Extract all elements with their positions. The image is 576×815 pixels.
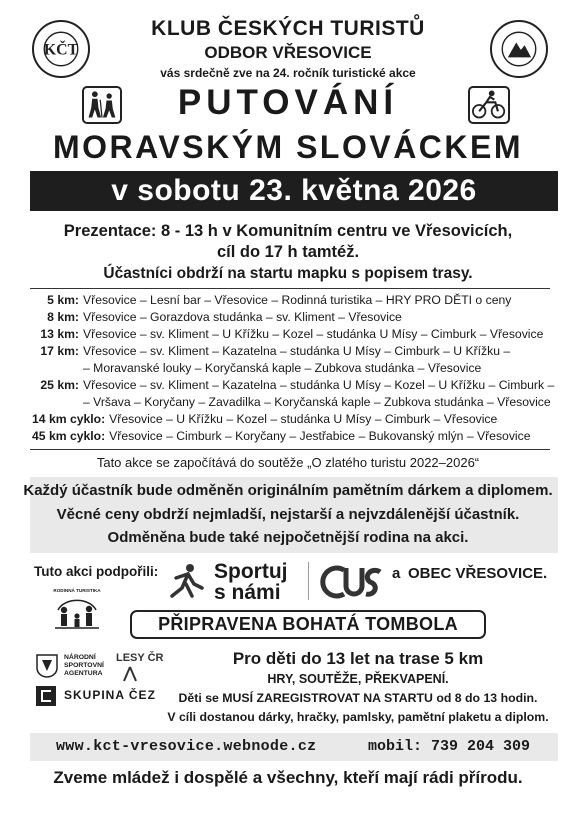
divider — [308, 562, 309, 600]
event-title-2: MORAVSKÝM SLOVÁCKEM — [52, 129, 524, 165]
cez-logo-icon — [36, 686, 56, 706]
route-description: Vřesovice – Lesní bar – Vřesovice – Rodinná turistika – HRY PRO DĚTI o ceny — [83, 293, 512, 307]
sportuj-logo-1: Sportuj — [214, 560, 288, 583]
route-description-cont: – Moravanské louky – Koryčanská kaple – Zubkova studánka – Vřesovice — [83, 361, 482, 375]
kids-title: Pro děti do 13 let na trase 5 km — [232, 649, 484, 668]
route-distance: 13 km: — [40, 327, 79, 341]
agency-line: SPORTOVNÍ — [64, 662, 104, 669]
event-title-1: PUTOVÁNÍ — [177, 83, 399, 122]
route-description: Vřesovice – sv. Kliment – Kazatelna – studánka U Mísy – Cimburk – U Křížku – — [83, 344, 511, 358]
route-description: Vřesovice – Cimburk – Koryčany – Jestřabice – Bukovanský mlýn – Vřesovice — [109, 429, 531, 443]
obec-vresovice: OBEC VŘESOVICE. — [408, 565, 548, 582]
route-distance: 14 km cyklo: — [32, 412, 106, 426]
kids-games: HRY, SOUTĚŽE, PŘEKVAPENÍ. — [267, 672, 449, 686]
slogan: Zveme mládež i dospělé a všechny, kteří mají rádi přírodu. — [53, 768, 523, 787]
kids-register: Děti se MUSÍ ZAREGISTROVAT NA STARTU od 8 do 13 hodin. — [178, 691, 538, 705]
registration-line-1: Prezentace: 8 - 13 h v Komunitním centru ve Vřesovicích, — [63, 222, 513, 240]
sportuj-logo-2: s námi — [214, 581, 281, 604]
prizes-line-2: Věcné ceny obdrží nejmladší, nejstarší a nejvzdálenější účastník. — [56, 506, 520, 523]
registration-line-2: cíl do 17 h tamtéž. — [216, 243, 360, 261]
route-distance: 25 km: — [40, 378, 79, 392]
prizes-line-1: Každý účastník bude odměněn originálním pamětním dárkem a diplomem. — [23, 482, 553, 499]
route-distance: 17 km: — [40, 344, 79, 358]
club-name: KLUB ČESKÝCH TURISTŮ — [151, 17, 425, 40]
kids-gifts: V cíli dostanou dárky, hračky, pamlsky, pamětní plaketu a diplom. — [167, 710, 549, 724]
cus-logo-icon — [318, 562, 384, 602]
nsa-logo-icon — [36, 654, 58, 678]
divider — [30, 449, 550, 450]
and-text: a — [392, 565, 401, 582]
invite-text: vás srdečně zve na 24. ročník turistické akce — [160, 66, 416, 80]
route-5km — [32, 292, 552, 309]
route-distance: 5 km: — [47, 293, 79, 307]
lesy-tree-icon — [122, 666, 138, 682]
agency-line: NÁRODNÍ — [64, 654, 96, 661]
route-45km-cyklo — [32, 428, 552, 445]
route-description-cont: – Vršava – Koryčany – Zavadilka – Koryčanská kaple – Zubkova studánka – Vřesovice — [83, 395, 551, 409]
tombola-box: PŘIPRAVENA BOHATÁ TOMBOLA — [130, 610, 486, 639]
family-tourism-label: RODINNÁ TURISTIKA — [53, 588, 101, 593]
route-14km-cyklo — [32, 411, 552, 428]
sportuj-runner-icon — [166, 562, 206, 600]
competition-note: Tato akce se započítává do soutěže „O zlatého turistu 2022–2026“ — [96, 455, 480, 470]
family-tourism-logo — [52, 588, 102, 634]
sponsors-intro: Tuto akci podpořili: — [34, 564, 159, 579]
svg-text:KČT: KČT — [43, 41, 79, 59]
route-17km — [32, 343, 552, 377]
route-25km — [32, 377, 555, 411]
website-link[interactable]: www.kct-vresovice.webnode.cz — [56, 738, 317, 755]
divider — [30, 288, 550, 289]
route-distance: 8 km: — [47, 310, 79, 324]
agency-text — [64, 654, 104, 678]
agency-line: AGENTURA — [64, 670, 103, 677]
family-icon — [52, 588, 102, 634]
prizes-line-3: Odměněna bude také nejpočetnější rodina na akci. — [107, 529, 469, 546]
route-8km — [32, 309, 552, 326]
route-13km — [32, 326, 552, 343]
registration-line-3: Účastníci obdrží na startu mapku s popisem trasy. — [103, 265, 473, 282]
branch-name: ODBOR VŘESOVICE — [204, 43, 372, 62]
route-description: Vřesovice – sv. Kliment – Kazatelna – studánka U Mísy – Kozel – U Křížku – Cimburk – — [83, 378, 555, 392]
route-description: Vřesovice – U Křížku – Kozel – studánka U Mísy – Cimburk – Vřesovice — [109, 412, 498, 426]
route-distance: 45 km cyklo: — [32, 429, 106, 443]
mobile-number: mobil: 739 204 309 — [368, 738, 531, 755]
cez-logo-text: SKUPINA ČEZ — [64, 688, 156, 702]
date-banner: v sobotu 23. května 2026 — [30, 171, 558, 211]
route-description: Vřesovice – sv. Kliment – U Křížku – Kozel – studánka U Mísy – Cimburk – Vřesovice — [83, 327, 544, 341]
route-description: Vřesovice – Gorazdova studánka – sv. Kliment – Vřesovice — [83, 310, 402, 324]
lesy-cr-logo: LESY ČR — [116, 652, 164, 664]
